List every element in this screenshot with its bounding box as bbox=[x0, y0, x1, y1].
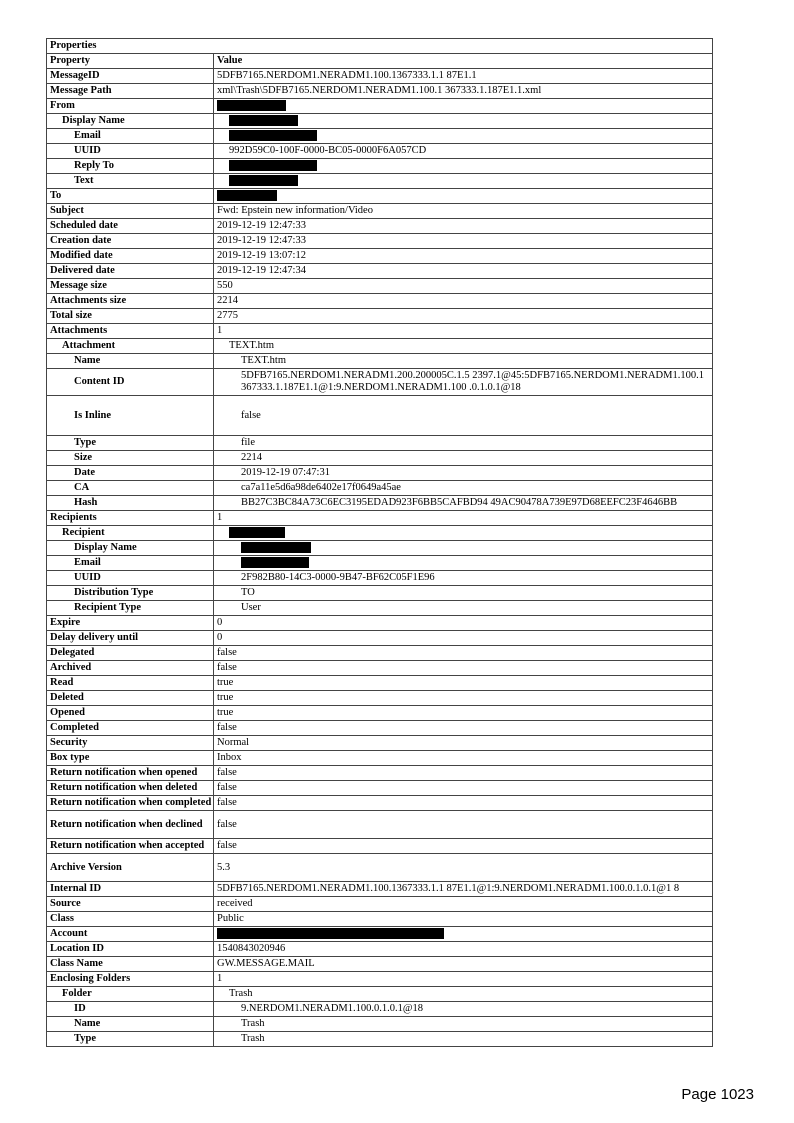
table-row bbox=[47, 234, 713, 249]
property-cell: Name bbox=[47, 1017, 214, 1032]
property-cell: UUID bbox=[47, 571, 214, 586]
table-row bbox=[47, 854, 713, 882]
value-cell: 9.NERDOM1.NERADM1.100.0.1.0.1@18 bbox=[214, 1002, 713, 1017]
property-cell: Reply To bbox=[47, 159, 214, 174]
property-cell: From bbox=[47, 99, 214, 114]
table-row bbox=[47, 1017, 713, 1032]
table-row bbox=[47, 339, 713, 354]
table-row bbox=[47, 451, 713, 466]
property-cell: Type bbox=[47, 1032, 214, 1047]
value-cell: TEXT.htm bbox=[214, 354, 713, 369]
value-cell: Public bbox=[214, 912, 713, 927]
table-row bbox=[47, 324, 713, 339]
table-row bbox=[47, 204, 713, 219]
value-cell: true bbox=[214, 691, 713, 706]
table-row bbox=[47, 174, 713, 189]
redacted-value-cell bbox=[214, 556, 713, 571]
property-cell: Attachments size bbox=[47, 294, 214, 309]
value-cell: 1 bbox=[214, 972, 713, 987]
table-title-row bbox=[47, 39, 713, 54]
property-cell: Return notification when accepted bbox=[47, 839, 214, 854]
table-row bbox=[47, 691, 713, 706]
value-cell: 0 bbox=[214, 616, 713, 631]
property-cell: Box type bbox=[47, 751, 214, 766]
property-cell: Class Name bbox=[47, 957, 214, 972]
property-cell: Account bbox=[47, 927, 214, 942]
value-cell: Fwd: Epstein new information/Video bbox=[214, 204, 713, 219]
property-cell: Display Name bbox=[47, 114, 214, 129]
property-cell: Recipient Type bbox=[47, 601, 214, 616]
table-row bbox=[47, 556, 713, 571]
value-column-header: Value bbox=[214, 54, 713, 69]
table-row bbox=[47, 309, 713, 324]
value-cell: 2019-12-19 07:47:31 bbox=[214, 466, 713, 481]
property-cell: Return notification when declined bbox=[47, 811, 214, 839]
table-row bbox=[47, 751, 713, 766]
table-row bbox=[47, 396, 713, 436]
value-cell: received bbox=[214, 897, 713, 912]
table-row bbox=[47, 942, 713, 957]
property-cell: Display Name bbox=[47, 541, 214, 556]
redacted-value-cell bbox=[214, 129, 713, 144]
redacted-value-cell bbox=[214, 159, 713, 174]
value-cell: Trash bbox=[214, 1017, 713, 1032]
table-row bbox=[47, 736, 713, 751]
table-row bbox=[47, 219, 713, 234]
value-cell: 5.3 bbox=[214, 854, 713, 882]
table-row bbox=[47, 882, 713, 897]
property-column-header: Property bbox=[47, 54, 214, 69]
redacted-value-cell bbox=[214, 174, 713, 189]
property-cell: Message size bbox=[47, 279, 214, 294]
value-cell: Inbox bbox=[214, 751, 713, 766]
value-cell: 2019-12-19 12:47:33 bbox=[214, 219, 713, 234]
redaction-bar bbox=[229, 175, 298, 186]
table-row bbox=[47, 1032, 713, 1047]
table-row bbox=[47, 496, 713, 511]
value-cell: false bbox=[214, 646, 713, 661]
property-cell: MessageID bbox=[47, 69, 214, 84]
table-row bbox=[47, 294, 713, 309]
redacted-value-cell bbox=[214, 99, 713, 114]
table-header-row bbox=[47, 54, 713, 69]
property-cell: ID bbox=[47, 1002, 214, 1017]
property-cell: Date bbox=[47, 466, 214, 481]
table-row bbox=[47, 616, 713, 631]
table-row bbox=[47, 354, 713, 369]
table-row bbox=[47, 511, 713, 526]
property-cell: Delivered date bbox=[47, 264, 214, 279]
redacted-value-cell bbox=[214, 114, 713, 129]
property-cell: Folder bbox=[47, 987, 214, 1002]
value-cell: false bbox=[214, 796, 713, 811]
table-row bbox=[47, 526, 713, 541]
value-cell: 5DFB7165.NERDOM1.NERADM1.100.1367333.1.1 87E1.1@1:9.NERDOM1.NERADM1.100.0.1.0.1@1 8 bbox=[214, 882, 713, 897]
property-cell: Email bbox=[47, 556, 214, 571]
table-row bbox=[47, 927, 713, 942]
table-row bbox=[47, 586, 713, 601]
value-cell: false bbox=[214, 811, 713, 839]
redaction-bar bbox=[229, 527, 285, 538]
property-cell: Total size bbox=[47, 309, 214, 324]
value-cell: 2214 bbox=[214, 451, 713, 466]
property-cell: Security bbox=[47, 736, 214, 751]
property-cell: Content ID bbox=[47, 369, 214, 396]
value-cell: 0 bbox=[214, 631, 713, 646]
table-row bbox=[47, 631, 713, 646]
property-cell: To bbox=[47, 189, 214, 204]
value-cell: file bbox=[214, 436, 713, 451]
table-row bbox=[47, 436, 713, 451]
redacted-value-cell bbox=[214, 541, 713, 556]
property-cell: Class bbox=[47, 912, 214, 927]
table-row bbox=[47, 369, 713, 396]
property-cell: Distribution Type bbox=[47, 586, 214, 601]
value-cell: true bbox=[214, 676, 713, 691]
table-row bbox=[47, 84, 713, 99]
property-cell: Message Path bbox=[47, 84, 214, 99]
redaction-bar bbox=[217, 190, 277, 201]
table-row bbox=[47, 661, 713, 676]
property-cell: Scheduled date bbox=[47, 219, 214, 234]
property-cell: Location ID bbox=[47, 942, 214, 957]
table-row bbox=[47, 721, 713, 736]
page-number: Page 1023 bbox=[681, 1086, 754, 1103]
table-row bbox=[47, 781, 713, 796]
property-cell: Recipient bbox=[47, 526, 214, 541]
value-cell: Trash bbox=[214, 1032, 713, 1047]
property-cell: Delay delivery until bbox=[47, 631, 214, 646]
value-cell: GW.MESSAGE.MAIL bbox=[214, 957, 713, 972]
redaction-bar bbox=[229, 130, 317, 141]
property-cell: Text bbox=[47, 174, 214, 189]
property-cell: Hash bbox=[47, 496, 214, 511]
value-cell: 1540843020946 bbox=[214, 942, 713, 957]
table-row bbox=[47, 481, 713, 496]
property-cell: Name bbox=[47, 354, 214, 369]
value-cell: User bbox=[214, 601, 713, 616]
value-cell: TO bbox=[214, 586, 713, 601]
value-cell: 2019-12-19 12:47:34 bbox=[214, 264, 713, 279]
table-row bbox=[47, 972, 713, 987]
value-cell: 2019-12-19 13:07:12 bbox=[214, 249, 713, 264]
value-cell: TEXT.htm bbox=[214, 339, 713, 354]
property-cell: Subject bbox=[47, 204, 214, 219]
property-cell: Creation date bbox=[47, 234, 214, 249]
table-row bbox=[47, 189, 713, 204]
redaction-bar bbox=[241, 542, 311, 553]
property-cell: Expire bbox=[47, 616, 214, 631]
redaction-bar bbox=[241, 557, 309, 568]
value-cell: 2214 bbox=[214, 294, 713, 309]
properties-table bbox=[46, 38, 713, 1047]
property-cell: Type bbox=[47, 436, 214, 451]
value-cell: 2775 bbox=[214, 309, 713, 324]
table-row bbox=[47, 796, 713, 811]
value-cell: ca7a11e5d6a98de6402e17f0649a45ae bbox=[214, 481, 713, 496]
value-cell: 2019-12-19 12:47:33 bbox=[214, 234, 713, 249]
table-row bbox=[47, 541, 713, 556]
property-cell: Archive Version bbox=[47, 854, 214, 882]
redaction-bar bbox=[217, 100, 286, 111]
table-row bbox=[47, 571, 713, 586]
redaction-bar bbox=[217, 928, 444, 939]
value-cell: 2F982B80-14C3-0000-9B47-BF62C05F1E96 bbox=[214, 571, 713, 586]
value-cell: 1 bbox=[214, 324, 713, 339]
table-row bbox=[47, 279, 713, 294]
table-row bbox=[47, 706, 713, 721]
table-row bbox=[47, 646, 713, 661]
value-cell: false bbox=[214, 396, 713, 436]
value-cell: 1 bbox=[214, 511, 713, 526]
table-row bbox=[47, 114, 713, 129]
value-cell: xml\Trash\5DFB7165.NERDOM1.NERADM1.100.1 367333.1.187E1.1.xml bbox=[214, 84, 713, 99]
redacted-value-cell bbox=[214, 526, 713, 541]
table-row bbox=[47, 601, 713, 616]
value-cell: false bbox=[214, 781, 713, 796]
value-cell: 5DFB7165.NERDOM1.NERADM1.200.200005C.1.5 2397.1@45:5DFB7165.NERDOM1.NERADM1.100.1 367333.1.187E1.1@1:9.NERDOM1.NERADM1.100 .0.1.0.1@18 bbox=[214, 369, 713, 396]
table-row bbox=[47, 144, 713, 159]
value-cell: false bbox=[214, 661, 713, 676]
value-cell: 992D59C0-100F-0000-BC05-0000F6A057CD bbox=[214, 144, 713, 159]
property-cell: Attachments bbox=[47, 324, 214, 339]
property-cell: Return notification when opened bbox=[47, 766, 214, 781]
property-cell: Modified date bbox=[47, 249, 214, 264]
property-cell: Enclosing Folders bbox=[47, 972, 214, 987]
property-cell: UUID bbox=[47, 144, 214, 159]
table-row bbox=[47, 1002, 713, 1017]
property-cell: Size bbox=[47, 451, 214, 466]
property-cell: Read bbox=[47, 676, 214, 691]
property-cell: Recipients bbox=[47, 511, 214, 526]
value-cell: true bbox=[214, 706, 713, 721]
value-cell: Normal bbox=[214, 736, 713, 751]
table-row bbox=[47, 264, 713, 279]
value-cell: 550 bbox=[214, 279, 713, 294]
property-cell: CA bbox=[47, 481, 214, 496]
property-cell: Internal ID bbox=[47, 882, 214, 897]
table-row bbox=[47, 249, 713, 264]
table-title: Properties bbox=[47, 39, 713, 54]
redacted-value-cell bbox=[214, 927, 713, 942]
property-cell: Completed bbox=[47, 721, 214, 736]
table-row bbox=[47, 129, 713, 144]
table-row bbox=[47, 466, 713, 481]
value-cell: Trash bbox=[214, 987, 713, 1002]
table-row bbox=[47, 159, 713, 174]
table-row bbox=[47, 897, 713, 912]
property-cell: Source bbox=[47, 897, 214, 912]
property-cell: Delegated bbox=[47, 646, 214, 661]
value-cell: 5DFB7165.NERDOM1.NERADM1.100.1367333.1.1 87E1.1 bbox=[214, 69, 713, 84]
table-row bbox=[47, 839, 713, 854]
value-cell: BB27C3BC84A73C6EC3195EDAD923F6BB5CAFBD94 49AC90478A739E97D68EEFC23F4646BB bbox=[214, 496, 713, 511]
table-row bbox=[47, 811, 713, 839]
table-row bbox=[47, 676, 713, 691]
table-row bbox=[47, 766, 713, 781]
value-cell: false bbox=[214, 839, 713, 854]
redaction-bar bbox=[229, 160, 317, 171]
table-row bbox=[47, 99, 713, 114]
property-cell: Is Inline bbox=[47, 396, 214, 436]
property-cell: Attachment bbox=[47, 339, 214, 354]
table-row bbox=[47, 69, 713, 84]
redacted-value-cell bbox=[214, 189, 713, 204]
table-row bbox=[47, 957, 713, 972]
value-cell: false bbox=[214, 721, 713, 736]
value-cell: false bbox=[214, 766, 713, 781]
property-cell: Deleted bbox=[47, 691, 214, 706]
property-cell: Opened bbox=[47, 706, 214, 721]
table-row bbox=[47, 912, 713, 927]
property-cell: Archived bbox=[47, 661, 214, 676]
table-row bbox=[47, 987, 713, 1002]
property-cell: Return notification when deleted bbox=[47, 781, 214, 796]
property-cell: Return notification when completed bbox=[47, 796, 214, 811]
property-cell: Email bbox=[47, 129, 214, 144]
redaction-bar bbox=[229, 115, 298, 126]
